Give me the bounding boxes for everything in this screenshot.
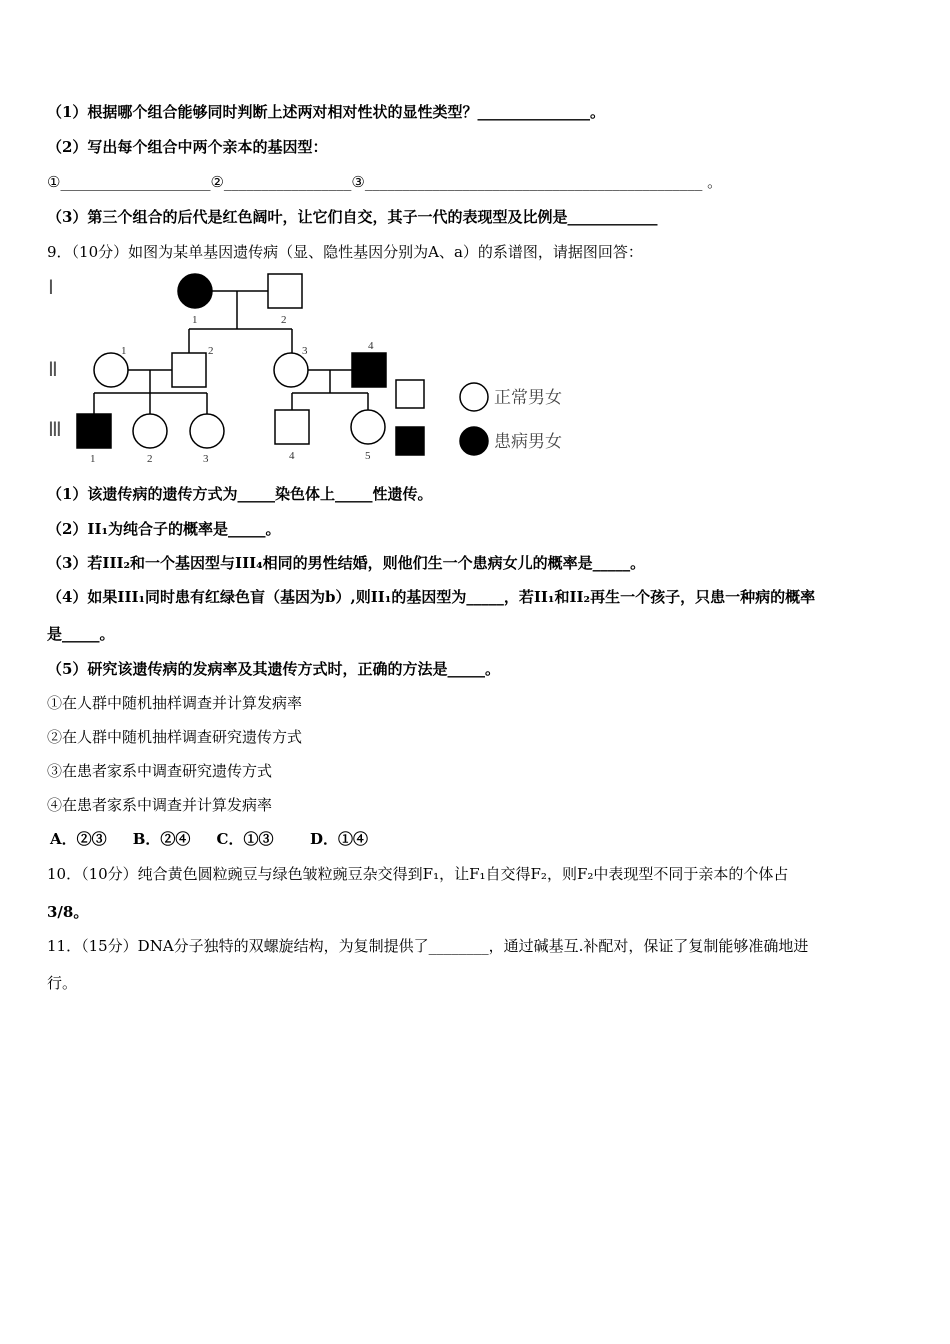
gen3-num-5: 5 [365,450,371,462]
gen1-num-2: 2 [281,314,287,326]
q8-part2-blanks: ①____________________②_________________③_____________________________________________ 。 [47,173,723,191]
q9-part2: （2）II₁为纯合子的概率是_____。 [47,520,281,538]
gen2-num-2: 2 [208,345,214,357]
q11-line1: 11．（15分）DNA分子独特的双螺旋结构，为复制提供了________，通过碱基互.补配对，保证了复制能够准确地进 [47,937,809,955]
gen2-num-4: 4 [368,340,374,352]
q9-option-1: ①在人群中随机抽样调查并计算发病率 [47,694,303,712]
q9-choices: A．②③ B．②④ C．①③ D．①④ [50,830,369,848]
q9-option-2: ②在人群中随机抽样调查研究遗传方式 [47,728,303,746]
gen2-num-3: 3 [302,345,308,357]
gen2-num-1: 1 [121,345,127,357]
q10-line2: 3/8。 [47,903,89,921]
q9-option-3: ③在患者家系中调查研究遗传方式 [47,762,273,780]
gen1-num-1: 1 [192,314,198,326]
gen-label-3: Ⅲ [48,419,62,441]
gen3-num-1: 1 [90,453,96,465]
q10-line1: 10．（10分）纯合黄色圆粒豌豆与绿色皱粒豌豆杂交得到F₁，让F₁自交得F₂，则F₂中表现型不同于亲本的个体占 [47,865,789,883]
pedigree-chart [46,270,586,465]
q11-line2: 行。 [47,974,78,992]
q8-part2: （2）写出每个组合中两个亲本的基因型： [47,138,328,156]
q9-part4-line2: 是_____。 [47,625,115,643]
gen3-num-4: 4 [289,450,295,462]
q9-stem: 9．（10分）如图为某单基因遗传病（显、隐性基因分别为A、a）的系谱图，请据图回答： [47,243,643,261]
legend-normal: 正常男女 [494,388,562,407]
q9-part1: （1）该遗传病的遗传方式为_____染色体上_____性遗传。 [47,485,433,503]
q9-part4-line1: （4）如果III₁同时患有红绿色盲（基因为b）,则II₁的基因型为_____，若II₁和II₂再生一个孩子，只患一种病的概率 [47,588,816,606]
q9-option-4: ④在患者家系中调查并计算发病率 [47,796,273,814]
gen-label-2: Ⅱ [48,359,58,381]
q9-part3: （3）若III₂和一个基因型与III₄相同的男性结婚，则他们生一个患病女儿的概率是_____。 [47,554,646,572]
gen3-num-2: 2 [147,453,153,465]
q8-part3: （3）第三个组合的后代是红色阔叶，让它们自交，其子一代的表现型及比例是____________ [47,208,658,226]
q9-part5: （5）研究该遗传病的发病率及其遗传方式时，正确的方法是_____。 [47,660,500,678]
gen-label-1: Ⅰ [48,277,54,299]
q8-part1: （1）根据哪个组合能够同时判断上述两对相对性状的显性类型？_______________。 [47,103,605,121]
gen3-num-3: 3 [203,453,209,465]
legend-affected: 患病男女 [494,432,562,451]
